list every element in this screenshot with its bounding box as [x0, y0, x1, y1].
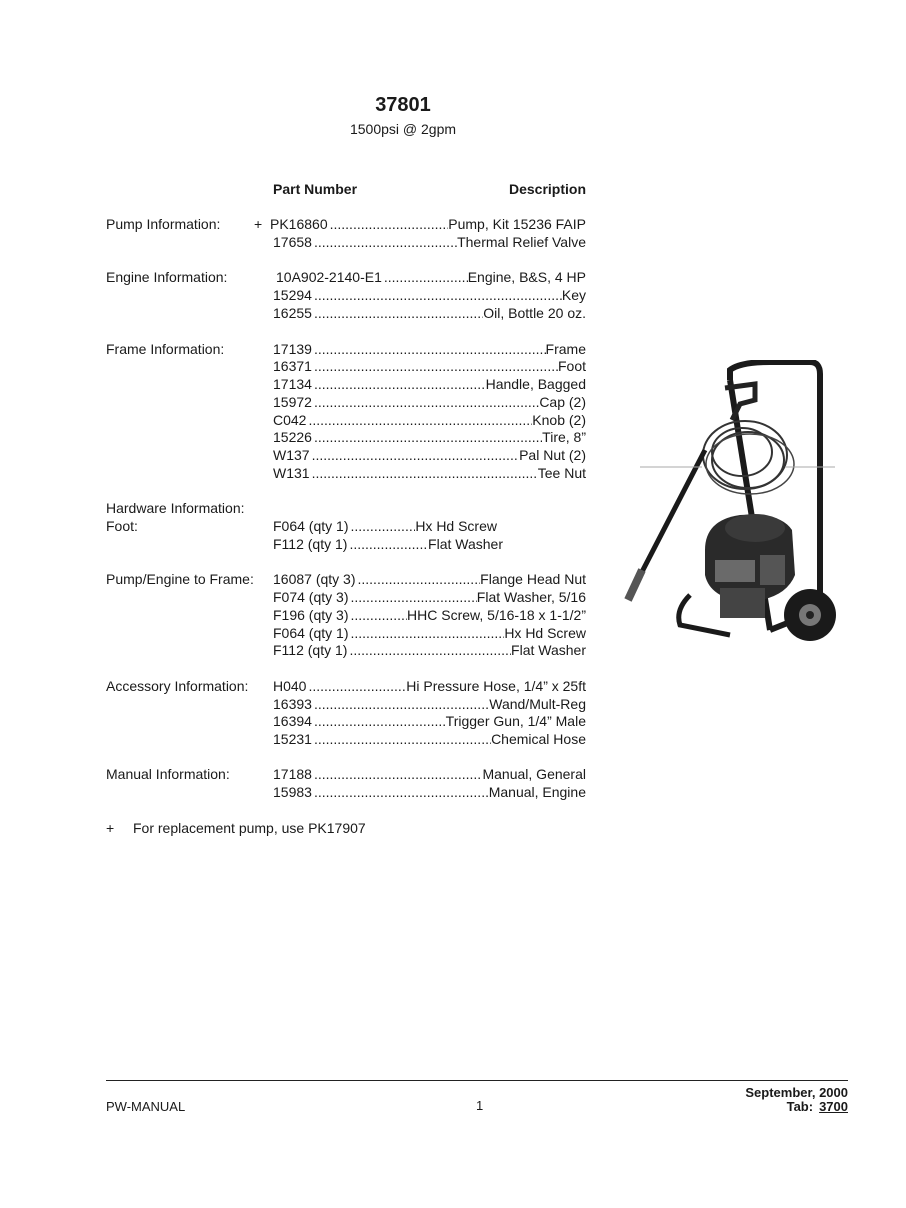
footer-page-number: 1	[476, 1098, 484, 1113]
leader-dots	[382, 269, 468, 285]
part-row	[273, 589, 586, 607]
part-number: 16371	[273, 358, 312, 374]
pressure-washer-image	[620, 360, 840, 660]
part-description: Handle, Bagged	[485, 376, 586, 392]
leader-dots	[312, 713, 446, 729]
leader-dots	[312, 766, 483, 782]
part-description: Trigger Gun, 1/4” Male	[445, 713, 586, 729]
part-row	[273, 287, 586, 305]
part-row	[273, 429, 586, 447]
part-row	[273, 358, 586, 376]
leader-dots	[348, 518, 415, 534]
part-description: Frame	[545, 341, 586, 357]
leader-dots	[312, 376, 486, 392]
part-row	[273, 713, 586, 731]
part-description: Thermal Relief Valve	[457, 234, 586, 250]
part-row	[273, 607, 586, 625]
section-label-pump-engine-frame: Pump/Engine to Frame:	[106, 571, 254, 587]
part-description: Engine, B&S, 4 HP	[467, 269, 586, 285]
part-description: Hx Hd Screw	[415, 518, 497, 534]
part-description: Tire, 8”	[542, 429, 586, 445]
leader-dots	[348, 607, 407, 623]
model-number: 37801	[375, 94, 431, 116]
leader-dots	[347, 536, 428, 552]
column-header-description: Description	[508, 181, 586, 197]
part-number: 16255	[273, 305, 312, 321]
part-description: Knob (2)	[532, 412, 586, 428]
part-row	[273, 571, 586, 589]
part-row	[273, 305, 586, 323]
part-number: W137	[273, 447, 310, 463]
part-row	[273, 536, 503, 554]
part-number: W131	[273, 465, 310, 481]
leader-dots	[312, 358, 558, 374]
part-row	[273, 731, 586, 749]
leader-dots	[312, 341, 546, 357]
note-symbol: +	[106, 820, 115, 836]
part-number: 15983	[273, 784, 312, 800]
leader-dots	[312, 429, 542, 445]
part-number: F112 (qty 1)	[273, 642, 348, 658]
part-description: Flat Washer, 5/16	[476, 589, 586, 605]
part-description: Flat Washer	[511, 642, 586, 658]
part-number: 17188	[273, 766, 312, 782]
leader-dots	[312, 394, 539, 410]
plus-marker: +	[254, 216, 263, 232]
part-description: Flat Washer	[428, 536, 503, 552]
part-row	[270, 216, 586, 234]
part-number: H040	[273, 678, 307, 694]
leader-dots	[328, 216, 449, 232]
section-label-pump: Pump Information:	[106, 216, 221, 232]
part-number: F196 (qty 3)	[273, 607, 349, 623]
part-number: 10A902-2140-E1	[276, 269, 382, 285]
part-number: 15226	[273, 429, 312, 445]
footer-tab-label: Tab:	[786, 1099, 814, 1114]
part-description: Pal Nut (2)	[519, 447, 586, 463]
leader-dots	[348, 625, 504, 641]
part-number: C042	[273, 412, 307, 428]
part-number: PK16860	[270, 216, 328, 232]
part-number: 16393	[273, 696, 312, 712]
part-description: Hi Pressure Hose, 1/4” x 25ft	[406, 678, 586, 694]
part-description: Key	[561, 287, 586, 303]
footer-date: September, 2000	[745, 1085, 848, 1100]
part-row	[273, 766, 586, 784]
part-description: Chemical Hose	[491, 731, 586, 747]
leader-dots	[347, 642, 511, 658]
part-row	[273, 376, 586, 394]
part-number: 17134	[273, 376, 312, 392]
part-number: 15972	[273, 394, 312, 410]
leader-dots	[312, 731, 491, 747]
part-description: Pump, Kit 15236 FAIP	[448, 216, 586, 232]
section-label-accessory: Accessory Information:	[106, 678, 249, 694]
part-row	[273, 447, 586, 465]
section-label-engine: Engine Information:	[106, 269, 228, 285]
part-description: Wand/Mult-Reg	[489, 696, 586, 712]
section-label-frame: Frame Information:	[106, 341, 225, 357]
part-number: 17139	[273, 341, 312, 357]
leader-dots	[312, 234, 457, 250]
part-number: F064 (qty 1)	[273, 518, 349, 534]
part-number: F074 (qty 3)	[273, 589, 349, 605]
footer-rule	[106, 1080, 848, 1081]
leader-dots	[312, 784, 489, 800]
note-text: For replacement pump, use PK17907	[133, 820, 366, 836]
part-row	[273, 784, 586, 802]
part-row	[273, 518, 497, 536]
part-description: Cap (2)	[539, 394, 586, 410]
part-number: F112 (qty 1)	[273, 536, 348, 552]
leader-dots	[348, 589, 476, 605]
column-header-part-number: Part Number	[273, 181, 358, 197]
part-number: 15231	[273, 731, 312, 747]
part-row	[273, 341, 586, 359]
part-row	[273, 394, 586, 412]
section-label-hardware: Hardware Information:	[106, 500, 245, 516]
footer-tab	[787, 1099, 848, 1114]
leader-dots	[312, 287, 562, 303]
leader-dots	[306, 678, 406, 694]
part-row	[273, 465, 586, 483]
part-description: HHC Screw, 5/16-18 x 1-1/2”	[407, 607, 586, 623]
part-description: Manual, Engine	[488, 784, 586, 800]
leader-dots	[310, 465, 538, 481]
part-number: 17658	[273, 234, 312, 250]
part-number: 16087 (qty 3)	[273, 571, 356, 587]
section-label-manual: Manual Information:	[106, 766, 230, 782]
leader-dots	[306, 412, 532, 428]
part-row	[273, 696, 586, 714]
part-number: 16394	[273, 713, 312, 729]
part-row	[276, 269, 586, 287]
part-description: Oil, Bottle 20 oz.	[483, 305, 586, 321]
footer-tab-number: 3700	[819, 1099, 848, 1114]
part-row	[273, 642, 586, 660]
part-description: Foot	[557, 358, 586, 374]
leader-dots	[356, 571, 481, 587]
section-label-foot: Foot:	[106, 518, 138, 534]
leader-dots	[312, 696, 489, 712]
part-row	[273, 412, 586, 430]
part-description: Hx Hd Screw	[504, 625, 586, 641]
part-row	[273, 234, 586, 252]
leader-dots	[310, 447, 520, 463]
part-description: Tee Nut	[537, 465, 586, 481]
part-number: F064 (qty 1)	[273, 625, 349, 641]
part-row	[273, 678, 586, 696]
model-spec: 1500psi @ 2gpm	[349, 121, 457, 137]
part-description: Manual, General	[482, 766, 586, 782]
footer-doc-name: PW-MANUAL	[106, 1099, 186, 1114]
part-description: Flange Head Nut	[480, 571, 586, 587]
part-row	[273, 625, 586, 643]
leader-dots	[312, 305, 483, 321]
part-number: 15294	[273, 287, 312, 303]
